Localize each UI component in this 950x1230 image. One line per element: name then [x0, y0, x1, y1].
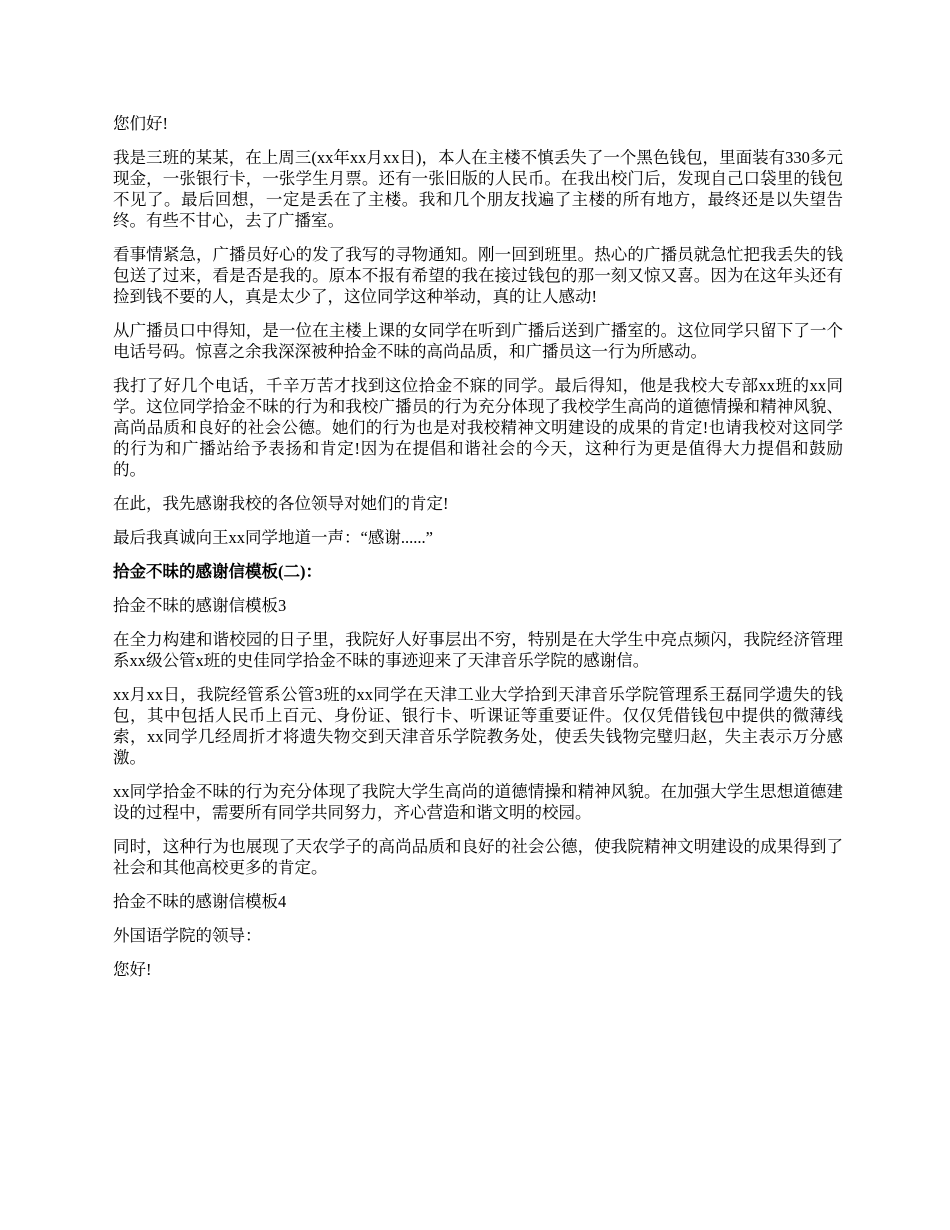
paragraph-female-student: 从广播员口中得知，是一位在主楼上课的女同学在听到广播后送到广播室的。这位同学只留下了一个电话号码。惊喜之余我深深被种拾金不昧的高尚品质，和广播员这一行为所感动。 [113, 321, 843, 361]
paragraph-lost-wallet: 我是三班的某某，在上周三(xx年xx月xx日)，本人在主楼不慎丢失了一个黑色钱包，里面装有330多元现金，一张银行卡，一张学生月票。还有一张旧版的人民币。在我出校门后，发现自己口袋里的钱包不见了。最后回想，一定是丢在了主楼。我和几个朋友找遍了主楼的所有地方，最终还是以失望告终。有些不甘心，去了广播室。 [113, 148, 843, 230]
paragraph-broadcaster: 看事情紧急，广播员好心的发了我写的寻物通知。刚一回到班里。热心的广播员就急忙把我丢失的钱包送了过来，看是否是我的。原本不报有希望的我在接过钱包的那一刻又惊又喜。因为在这年头还有捡到钱不要的人，真是太少了，这位同学这种举动，真的让人感动! [113, 245, 843, 306]
salutation: 外国语学院的领导： [113, 926, 262, 945]
paragraph-social-ethics: 同时，这种行为也展现了天农学子的高尚品质和良好的社会公德，使我院精神文明建设的成果得到了社会和其他高校更多的肯定。 [113, 837, 843, 877]
template-title-3: 拾金不昧的感谢信模板3 [113, 596, 287, 615]
document-page [113, 113, 843, 993]
template-title-4: 拾金不昧的感谢信模板4 [113, 892, 287, 911]
paragraph-harmonious-campus: 在全力构建和谐校园的日子里，我院好人好事层出不穷，特别是在大学生中亮点频闪，我院经济管理系xx级公管x班的史佳同学拾金不昧的事迹迎来了天津音乐学院的感谢信。 [113, 630, 843, 670]
closing-greeting: 您好! [113, 960, 152, 979]
paragraph-found-student: 我打了好几个电话，千辛万苦才找到这位拾金不寐的同学。最后得知，他是我校大专部xx班的xx同学。这位同学拾金不昧的行为和我校广播员的行为充分体现了我校学生高尚的道德情操和精神风貌、高尚品质和良好的社会公德。她们的行为也是对我校精神文明建设的成果的肯定!也请我校对这同学的行为和广播站给予表扬和肯定!因为在提倡和谐社会的今天，这种行为更是值得大力提倡和鼓励的。 [113, 376, 843, 479]
paragraph-wallet-returned: xx月xx日，我院经管系公管3班的xx同学在天津工业大学拾到天津音乐学院管理系王磊同学遗失的钱包，其中包括人民币上百元、身份证、银行卡、听课证等重要证件。仅仅凭借钱包中提供的微薄线索，xx同学几经周折才将遗失物交到天津音乐学院教务处，使丢失钱物完璧归赵，失主表示万分感激。 [113, 685, 843, 767]
paragraph-thanks-leaders: 在此，我先感谢我校的各位领导对她们的肯定! [113, 494, 449, 513]
paragraph-final-thanks: 最后我真诚向王xx同学地道一声：“感谢......” [113, 528, 433, 547]
paragraph-moral-character: xx同学拾金不昧的行为充分体现了我院大学生高尚的道德情操和精神风貌。在加强大学生思想道德建设的过程中，需要所有同学共同努力，齐心营造和谐文明的校园。 [113, 782, 843, 822]
section-heading: 拾金不昧的感谢信模板(二)： [113, 562, 322, 581]
greeting: 您们好! [113, 114, 168, 133]
